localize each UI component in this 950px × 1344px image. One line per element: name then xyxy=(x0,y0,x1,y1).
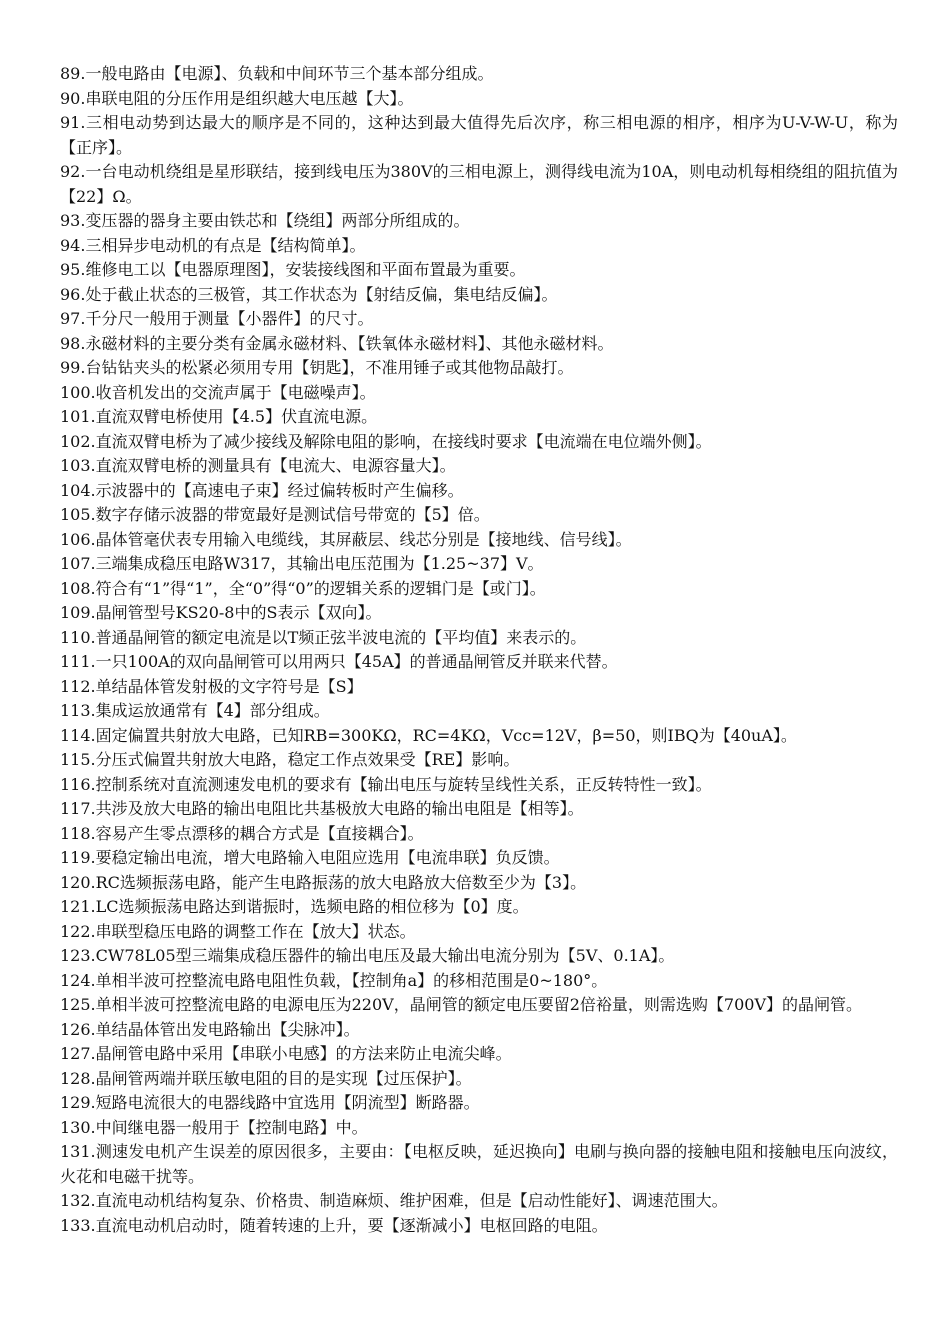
list-item: 91.三相电动势到达最大的顺序是不同的，这种达到最大值得先后次序，称三相电源的相序，相序为U-V-W-U，称为【正序】。 xyxy=(60,113,898,157)
list-item: 126.单结晶体管出发电路输出【尖脉冲】。 xyxy=(60,1019,360,1039)
list-item: 106.晶体管毫伏表专用输入电缆线，其屏蔽层、线芯分别是【接地线、信号线】。 xyxy=(60,529,632,549)
list-item: 92.一台电动机绕组是星形联结，接到线电压为380V的三相电源上，测得线电流为10A，则电动机每相绕组的阻抗值为【22】Ω。 xyxy=(60,162,898,206)
list-item: 127.晶闸管电路中采用【串联小电感】的方法来防止电流尖峰。 xyxy=(60,1044,512,1063)
list-item: 121.LC选频振荡电路达到谐振时，选频电路的相位移为【0】度。 xyxy=(60,897,529,916)
list-item: 95.维修电工以【电器原理图】，安装接线图和平面布置最为重要。 xyxy=(60,260,526,279)
list-item: 112.单结晶体管发射极的文字符号是【S】 xyxy=(60,676,363,696)
list-item: 119.要稳定输出电流，增大电路输入电阻应选用【电流串联】负反馈。 xyxy=(60,848,560,867)
list-item: 104.示波器中的【高速电子束】经过偏转板时产生偏移。 xyxy=(60,480,464,500)
list-item: 103.直流双臂电桥的测量具有【电流大、电源容量大】。 xyxy=(60,456,456,475)
list-item: 107.三端集成稳压电路W317，其输出电压范围为【1.25~37】V。 xyxy=(60,554,544,573)
list-item: 120.RC选频振荡电路，能产生电路振荡的放大电路放大倍数至少为【3】。 xyxy=(60,872,587,892)
list-item: 122.串联型稳压电路的调整工作在【放大】状态。 xyxy=(60,921,416,941)
list-item: 94.三相异步电动机的有点是【结构简单】。 xyxy=(60,235,366,255)
list-item: 90.串联电阻的分压作用是组织越大电压越【大】。 xyxy=(60,88,414,108)
list-item: 117.共涉及放大电路的输出电阻比共基极放大电路的输出电阻是【相等】。 xyxy=(60,799,584,818)
list-item: 93.变压器的器身主要由铁芯和【绕组】两部分所组成的。 xyxy=(60,211,470,230)
list-item: 96.处于截止状态的三极管，其工作状态为【射结反偏，集电结反偏】。 xyxy=(60,284,558,304)
list-item: 132.直流电动机结构复杂、价格贵、制造麻烦、维护困难，但是【启动性能好】、调速范围大。 xyxy=(60,1191,728,1210)
list-item: 118.容易产生零点漂移的耦合方式是【直接耦合】。 xyxy=(60,823,424,843)
list-item: 105.数字存储示波器的带宽最好是测试信号带宽的【5】倍。 xyxy=(60,505,490,524)
list-item: 97.千分尺一般用于测量【小器件】的尺寸。 xyxy=(60,309,374,328)
list-item: 99.台钻钻夹头的松紧必须用专用【钥匙】，不准用锤子或其他物品敲打。 xyxy=(60,358,574,377)
document-body xyxy=(60,62,898,1238)
list-item: 89.一般电路由【电源】、负载和中间环节三个基本部分组成。 xyxy=(60,64,494,83)
list-item: 113.集成运放通常有【4】部分组成。 xyxy=(60,701,330,720)
list-item: 102.直流双臂电桥为了减少接线及解除电阻的影响，在接线时要求【电流端在电位端外侧】。 xyxy=(60,431,712,451)
list-item: 128.晶闸管两端并联压敏电阻的目的是实现【过压保护】。 xyxy=(60,1068,472,1088)
list-item: 116.控制系统对直流测速发电机的要求有【输出电压与旋转呈线性关系，正反转特性一致】。 xyxy=(60,774,712,794)
list-item: 111.一只100A的双向晶闸管可以用两只【45A】的普通晶闸管反并联来代替。 xyxy=(60,652,618,671)
list-item: 101.直流双臂电桥使用【4.5】伏直流电源。 xyxy=(60,407,378,426)
list-item: 114.固定偏置共射放大电路，已知RB=300KΩ，RC=4KΩ，Vcc=12V，β=50，则IBQ为【40uA】。 xyxy=(60,725,797,745)
list-item: 108.符合有“1”得“1”，全“0”得“0”的逻辑关系的逻辑门是【或门】。 xyxy=(60,578,546,598)
list-item: 110.普通晶闸管的额定电流是以T频正弦半波电流的【平均值】来表示的。 xyxy=(60,627,587,647)
list-item: 125.单相半波可控整流电路的电源电压为220V，晶闸管的额定电压要留2倍裕量，则需选购【700V】的晶闸管。 xyxy=(60,995,862,1014)
list-item: 115.分压式偏置共射放大电路，稳定工作点效果受【RE】影响。 xyxy=(60,750,520,769)
list-item: 133.直流电动机启动时，随着转速的上升，要【逐渐减小】电枢回路的电阻。 xyxy=(60,1215,608,1235)
list-item: 100.收音机发出的交流声属于【电磁噪声】。 xyxy=(60,382,376,402)
list-item: 124.单相半波可控整流电路电阻性负载，【控制角a】的移相范围是0~180°。 xyxy=(60,970,608,990)
list-item: 109.晶闸管型号KS20-8中的S表示【双向】。 xyxy=(60,603,382,622)
list-item: 130.中间继电器一般用于【控制电路】中。 xyxy=(60,1117,368,1137)
list-item: 98.永磁材料的主要分类有金属永磁材料、【铁氧体永磁材料】、其他永磁材料。 xyxy=(60,333,614,353)
list-item: 129.短路电流很大的电器线路中宜选用【阴流型】断路器。 xyxy=(60,1093,480,1112)
list-item: 131.测速发电机产生误差的原因很多，主要由：【电枢反映，延迟换向】电刷与换向器的接触电阻和接触电压向波纹，火花和电磁干扰等。 xyxy=(60,1142,898,1186)
list-item: 123.CW78L05型三端集成稳压器件的输出电压及最大输出电流分别为【5V、0.1A】。 xyxy=(60,946,675,965)
